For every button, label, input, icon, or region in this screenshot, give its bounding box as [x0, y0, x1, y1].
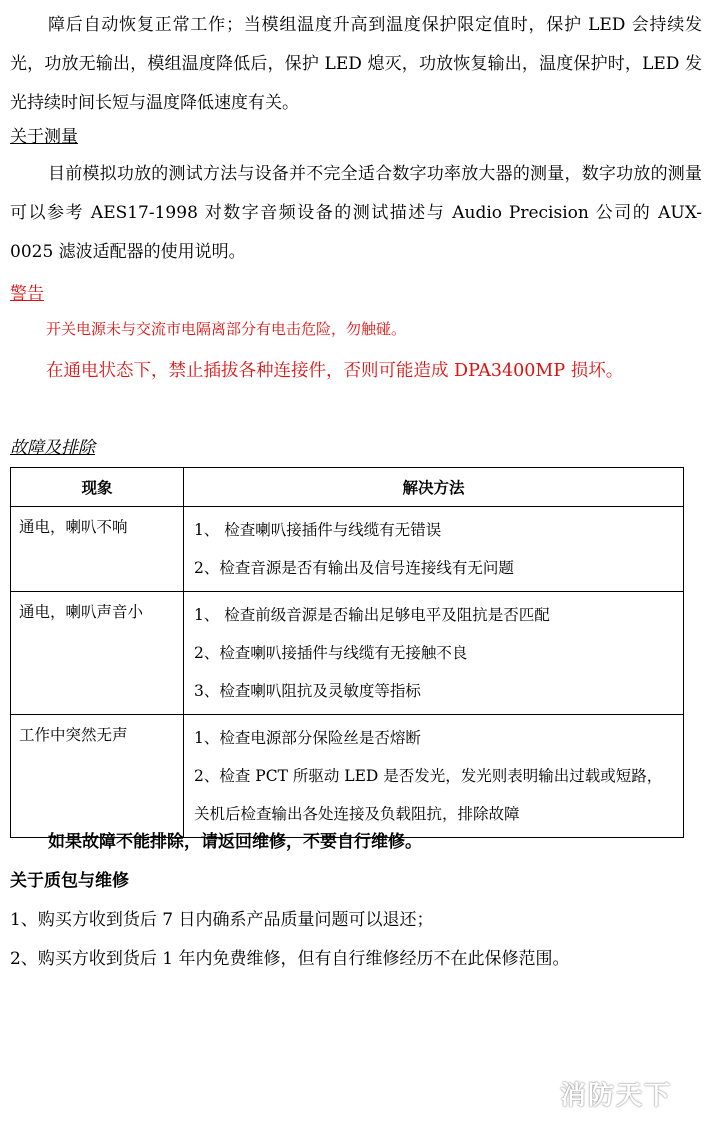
warning-heading: 警告 — [10, 284, 44, 304]
solution-line: 2、检查喇叭接插件与线缆有无接触不良 — [194, 644, 468, 662]
warning-line-2: 在通电状态下，禁止插拔各种连接件，否则可能造成 DPA3400MP 损坏。 — [46, 361, 624, 381]
solution-line: 关机后检查输出各处连接及负载阻抗，排除故障 — [194, 805, 520, 823]
warranty-item: 2、购买方收到货后 1 年内免费维修，但有自行维修经历不在此保修范围。 — [10, 949, 570, 969]
warning-line-1: 开关电源未与交流市电隔离部分有电击危险，勿触碰。 — [46, 320, 407, 338]
column-header-symptom: 现象 — [11, 468, 184, 507]
solution-cell — [184, 592, 684, 715]
solution-line: 1、检查电源部分保险丝是否熔断 — [194, 729, 421, 747]
symptom-cell: 通电，喇叭不响 — [11, 507, 184, 592]
solution-line: 1、 检查前级音源是否输出足够电平及阻抗是否匹配 — [194, 606, 550, 624]
table-row — [11, 592, 684, 715]
solution-cell — [184, 507, 684, 592]
warranty-item: 1、购买方收到货后 7 日内确系产品质量问题可以退还； — [10, 910, 434, 930]
solution-line: 2、检查音源是否有输出及信号连接线有无问题 — [194, 559, 514, 577]
table-header-row — [11, 468, 684, 507]
measurement-paragraph: 目前模拟功放的测试方法与设备并不完全适合数字功率放大器的测量，数字功放的测量可以参考 AES17-1998 对数字音频设备的测试描述与 Audio Precision 公司的 AUX-0025 滤波适配器的使用说明。 — [10, 164, 702, 262]
solution-line: 2、检查 PCT 所驱动 LED 是否发光，发光则表明输出过载或短路， — [194, 767, 663, 785]
warranty-heading: 关于质包与维修 — [10, 871, 129, 891]
troubleshooting-table — [10, 467, 684, 838]
solution-line: 1、 检查喇叭接插件与线缆有无错误 — [194, 521, 442, 539]
watermark-logo: 消防天下 — [560, 1081, 673, 1111]
symptom-cell: 工作中突然无声 — [11, 715, 184, 838]
solution-line: 3、检查喇叭阻抗及灵敏度等指标 — [194, 682, 421, 700]
intro-paragraph: 障后自动恢复正常工作；当模组温度升高到温度保护限定值时，保护 LED 会持续发光，功放无输出，模组温度降低后，保护 LED 熄灭，功放恢复输出，温度保护时，LED 发光持续时间长短与温度降低速度有关。 — [10, 15, 702, 113]
repair-note: 如果故障不能排除，请返回维修，不要自行维修。 — [48, 832, 422, 852]
column-header-solution: 解决方法 — [184, 468, 684, 507]
symptom-cell: 通电，喇叭声音小 — [11, 592, 184, 715]
solution-cell — [184, 715, 684, 838]
measurement-heading: 关于测量 — [10, 127, 78, 147]
table-row — [11, 715, 684, 838]
troubleshooting-heading: 故障及排除 — [10, 438, 95, 458]
table-row — [11, 507, 684, 592]
